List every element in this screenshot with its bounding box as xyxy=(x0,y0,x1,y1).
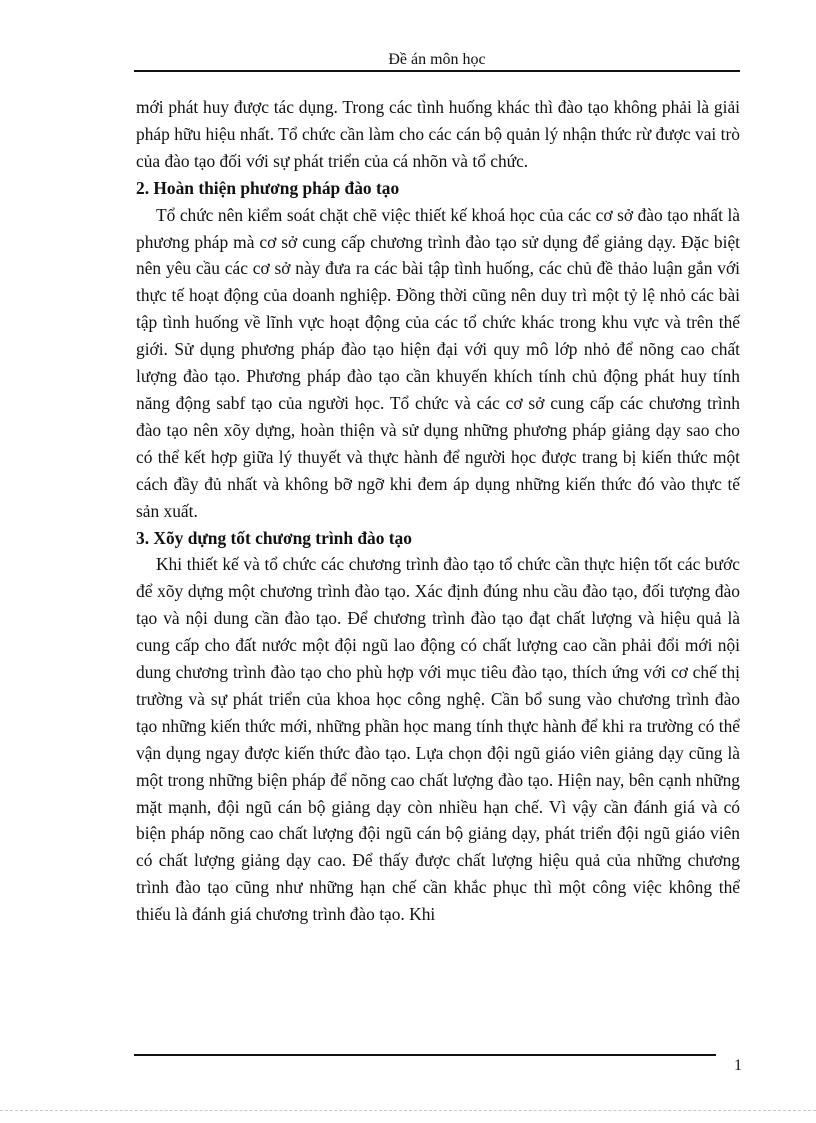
page-break-line xyxy=(0,1110,816,1111)
document-body xyxy=(136,94,740,928)
header-rule xyxy=(134,70,740,72)
paragraph-section-2: Tổ chức nên kiểm soát chặt chẽ việc thiết kế khoá học của các cơ sở đào tạo nhất là phương pháp mà cơ sở cung cấp chương trình đào tạo sử dụng để giảng dạy. Đặc biệt nên yêu cầu các cơ sở này đưa ra các bài tập tình huống, các chủ đề thảo luận gắn với thực tế hoạt động của doanh nghiệp. Đồng thời cũng nên duy trì một tỷ lệ nhỏ các bài tập tình huống về lĩnh vực hoạt động của các tổ chức khác trong khu vực và trên thế giới. Sử dụng phương pháp đào tạo hiện đại với quy mô lớp nhỏ để nõng cao chất lượng đào tạo. Phương pháp đào tạo cần khuyến khích tính chủ động phát huy tính năng động sabf tạo của người học. Tổ chức và các cơ sở cung cấp các chương trình đào tạo nên xõy dựng, hoàn thiện và sử dụng những phương pháp giảng dạy sao cho có thể kết hợp giữa lý thuyết và thực hành để người học được trang bị kiến thức một cách đầy đủ nhất và không bỡ ngỡ khi đem áp dụng những kiến thức đó vào thực tế sản xuất. xyxy=(136,204,740,521)
paragraph-intro: mới phát huy được tác dụng. Trong các tình huống khác thì đào tạo không phải là giải pháp hữu hiệu nhất. Tổ chức cần làm cho các cán bộ quản lý nhận thức rừ được vai trò của đào tạo đối với sự phát triển của cá nhõn và tổ chức. xyxy=(136,97,740,171)
page-header-title: Đề án môn học xyxy=(388,51,486,68)
paragraph-section-3: Khi thiết kế và tổ chức các chương trình đào tạo tổ chức cần thực hiện tốt các bước để xõy dựng một chương trình đào tạo. Xác định đúng nhu cầu đào tạo, đối tượng đào tạo và nội dung cần đào tạo. Để chương trình đào tạo đạt chất lượng và hiệu quả là cung cấp cho đất nước một đội ngũ lao động có chất lượng cao cần phải đổi mới nội dung chương trình đào tạo cho phù hợp với mục tiêu đào tạo, thích ứng với cơ chế thị trường và sự phát triển của khoa học công nghệ. Cần bổ sung vào chương trình đào tạo những kiến thức mới, những phần học mang tính thực hành để khi ra trường có thể vận dụng ngay được kiến thức đào tạo. Lựa chọn đội ngũ giáo viên giảng dạy cũng là một trong những biện pháp để nõng cao chất lượng đào tạo. Hiện nay, bên cạnh những mặt mạnh, đội ngũ cán bộ giảng dạy còn nhiều hạn chế. Vì vậy cần đánh giá và có biện pháp nõng cao chất lượng đội ngũ cán bộ giảng dạy, phát triển đội ngũ giáo viên có chất lượng giảng dạy cao. Để thấy được chất lượng hiệu quả của những chương trình đào tạo cũng như những hạn chế cần khắc phục thì một công việc không thể thiếu là đánh giá chương trình đào tạo. Khi xyxy=(136,554,740,925)
footer-rule xyxy=(134,1054,716,1056)
section-heading-2: 2. Hoàn thiện phương pháp đào tạo xyxy=(136,177,400,198)
section-heading-3: 3. Xõy dựng tốt chương trình đào tạo xyxy=(136,527,412,548)
page-number: 1 xyxy=(734,1057,742,1074)
